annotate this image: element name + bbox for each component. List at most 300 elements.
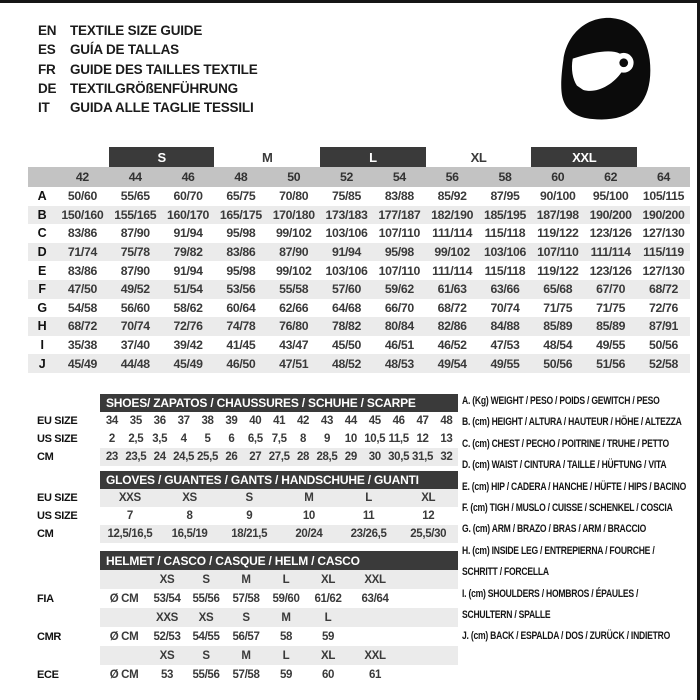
size-cell: 85/89 — [584, 317, 637, 336]
helmet-cell: 55/56 — [192, 592, 220, 605]
helmet-size-header: S — [226, 608, 266, 627]
shoes-row — [35, 430, 458, 448]
size-cell: 74/78 — [214, 317, 267, 336]
size-cell: 55/58 — [267, 280, 320, 299]
size-cell: 87/90 — [120, 263, 150, 278]
size-cell: 60/64 — [226, 300, 256, 315]
size-cell: 127/130 — [642, 226, 685, 241]
helmet-cell: 60 — [321, 668, 335, 681]
row-letter-label: E — [38, 263, 46, 278]
gloves-cell: 10 — [302, 510, 315, 522]
size-cell: 107/110 — [378, 226, 420, 241]
size-cell: 115/118 — [484, 263, 526, 278]
size-table-row — [28, 224, 690, 243]
language-code: DE — [38, 81, 57, 97]
gloves-row — [35, 489, 458, 507]
size-column-header: 58 — [479, 167, 532, 187]
size-cell: 45/49 — [56, 354, 109, 373]
gloves-cell: 11 — [362, 510, 375, 522]
row-letter-label: J — [28, 354, 56, 373]
size-cell: 35/38 — [67, 338, 97, 353]
size-cell: 71/75 — [543, 300, 573, 315]
size-cell: 70/74 — [490, 300, 520, 315]
language-code: EN — [38, 23, 57, 39]
size-group-header: M — [262, 149, 273, 165]
top-border-line — [0, 0, 700, 3]
helmet-title: HELMET / CASCO / CASQUE / HELM / CASCO — [100, 551, 458, 570]
size-cell: 49/54 — [426, 354, 479, 373]
size-cell: 115/118 — [484, 226, 526, 241]
size-cell: 43/47 — [279, 338, 309, 353]
size-cell: 103/106 — [325, 263, 368, 278]
size-cell: 91/94 — [320, 243, 373, 262]
size-cell: 170/180 — [267, 206, 320, 225]
empty-cell — [35, 646, 100, 665]
size-column-header: 54 — [373, 167, 426, 187]
shoes-cell: 6 — [228, 433, 235, 445]
shoes-row-label: US SIZE — [37, 433, 78, 445]
size-cell: 99/102 — [275, 263, 312, 278]
size-cell: 107/110 — [531, 243, 584, 262]
shoes-cell: 35 — [129, 415, 142, 427]
size-cell: 37/40 — [120, 338, 150, 353]
size-cell: 65/75 — [226, 189, 256, 204]
gloves-cell: M — [279, 489, 339, 507]
size-cell: 75/85 — [332, 189, 362, 204]
size-cell: 83/86 — [67, 263, 97, 278]
racing-helmet-icon — [553, 13, 657, 123]
size-cell: 91/94 — [173, 226, 203, 241]
size-cell: 71/75 — [596, 300, 626, 315]
size-cell: 187/198 — [531, 206, 584, 225]
shoes-cell: 8 — [300, 433, 307, 445]
shoes-cell: 4 — [180, 433, 187, 445]
gloves-cell: XS — [160, 489, 220, 507]
gloves-cell: 12 — [422, 510, 435, 522]
language-code: FR — [38, 61, 56, 77]
size-cell: 83/86 — [214, 243, 267, 262]
size-cell: 165/175 — [214, 206, 267, 225]
shoes-cell: 5 — [204, 433, 211, 445]
shoes-cell: 11,5 — [388, 433, 409, 445]
size-cell: 64/68 — [332, 300, 362, 315]
filler-cell — [400, 665, 458, 684]
size-cell: 85/92 — [437, 189, 467, 204]
size-cell: 75/78 — [109, 243, 162, 262]
helmet-cell: 55/56 — [192, 668, 220, 681]
row-letter-label: G — [37, 300, 47, 315]
gloves-row-label: CM — [37, 528, 54, 540]
size-column-header: 50 — [267, 167, 320, 187]
guide-title-it: GUIDA ALLE TAGLIE TESSILI — [70, 100, 254, 116]
corner-cell — [28, 147, 56, 167]
size-table-row — [28, 206, 690, 225]
helmet-size-header-row — [35, 608, 458, 627]
shoes-cell: 30,5 — [387, 448, 411, 466]
size-cell: 41/45 — [226, 338, 256, 353]
shoes-cell: 32 — [434, 448, 458, 466]
language-row — [38, 98, 258, 117]
shoes-cell: 28 — [291, 448, 315, 466]
empty-cell — [35, 608, 100, 627]
row-letter-label: F — [28, 280, 56, 299]
shoes-cell: 9 — [323, 433, 330, 445]
gloves-cell: 18/21,5 — [219, 525, 279, 543]
helmet-cell: 58 — [279, 630, 293, 643]
size-cell: 51/54 — [162, 280, 215, 299]
shoes-cell: 23 — [100, 448, 124, 466]
size-cell: 50/56 — [531, 354, 584, 373]
size-cell: 150/160 — [56, 206, 109, 225]
shoes-cell: 34 — [105, 415, 118, 427]
gloves-cell: 20/24 — [279, 525, 339, 543]
helmet-size-header: L — [266, 646, 306, 665]
shoes-row-label: EU SIZE — [37, 415, 78, 427]
size-cell: 95/100 — [592, 189, 629, 204]
helmet-size-header: M — [266, 608, 306, 627]
helmet-size-header: XXS — [148, 608, 186, 627]
size-group-header: XXL — [531, 147, 637, 167]
size-cell: 47/51 — [267, 354, 320, 373]
gloves-size-table — [35, 471, 458, 543]
shoes-cell: 44 — [344, 415, 357, 427]
helmet-size-header: XS — [148, 570, 186, 589]
helmet-cell: 54/55 — [192, 630, 220, 643]
size-cell: 111/114 — [432, 263, 473, 278]
helmet-value-row — [35, 665, 458, 684]
empty-cell — [100, 608, 148, 627]
row-letter-label: A — [37, 189, 47, 204]
helmet-size-header: XXL — [350, 646, 400, 665]
empty-cell — [35, 394, 100, 412]
language-code: ES — [38, 42, 56, 58]
helmet-size-header: L — [266, 570, 306, 589]
size-cell: 53/56 — [214, 280, 267, 299]
helmet-standard-label: FIA — [37, 592, 54, 605]
size-cell: 155/165 — [109, 206, 162, 225]
legend-item: I. (cm) SHOULDERS / HOMBROS / ÉPAULES / — [462, 587, 639, 600]
size-cell: 47/50 — [56, 280, 109, 299]
shoes-cell: 3,5 — [152, 433, 168, 445]
size-cell: 103/106 — [325, 226, 368, 241]
size-cell: 51/56 — [584, 354, 637, 373]
language-row — [38, 40, 258, 59]
shoes-cell: 38 — [201, 415, 214, 427]
legend-item: G. (cm) ARM / BRAZO / BRAS / ARM / BRACCIO — [462, 523, 647, 536]
guide-title-fr: GUIDE DES TAILLES TEXTILE — [70, 61, 258, 77]
size-table-row — [28, 299, 690, 318]
helmet-cell: 59 — [321, 630, 335, 643]
size-cell: 111/114 — [432, 226, 473, 241]
language-title-list — [38, 21, 258, 117]
empty-cell — [35, 551, 100, 570]
size-cell: 99/102 — [275, 226, 312, 241]
legend-item-continuation: SCHRITT / FORCELLA — [462, 566, 549, 579]
helmet-cell: 56/57 — [232, 630, 260, 643]
size-cell: 46/51 — [384, 338, 414, 353]
shoes-cell: 42 — [297, 415, 310, 427]
size-cell: 84/88 — [479, 317, 532, 336]
shoes-cell: 2 — [108, 433, 115, 445]
size-cell: 103/106 — [479, 243, 532, 262]
size-cell: 50/56 — [648, 338, 679, 353]
shoes-cell: 10,5 — [364, 433, 386, 445]
size-cell: 67/70 — [584, 280, 637, 299]
empty-cell — [100, 570, 148, 589]
shoes-cell: 43 — [320, 415, 333, 427]
size-cell: 59/62 — [373, 280, 426, 299]
gloves-cell: 16,5/19 — [160, 525, 220, 543]
helmet-size-table — [35, 551, 458, 684]
helmet-standard-label: ECE — [37, 668, 59, 681]
shoes-cell: 7,5 — [271, 433, 287, 445]
size-group-header: XL — [470, 149, 487, 165]
helmet-title-row — [35, 551, 458, 570]
size-table-row — [28, 261, 690, 280]
shoes-title-row — [35, 394, 458, 412]
shoes-cell: 48 — [440, 415, 453, 427]
size-cell: 60/70 — [173, 189, 203, 204]
size-cell: 49/52 — [109, 280, 162, 299]
size-cell: 79/82 — [162, 243, 215, 262]
size-column-header: 42 — [56, 167, 109, 187]
size-column-header: 52 — [320, 167, 373, 187]
size-cell: 119/122 — [537, 226, 579, 241]
gloves-cell: XL — [398, 489, 458, 507]
language-row — [38, 60, 258, 79]
shoes-cell: 28,5 — [315, 448, 339, 466]
legend-item: B. (cm) HEIGHT / ALTURA / HAUTEUR / HÖHE / ALTEZZA — [462, 416, 682, 429]
helmet-size-header: S — [186, 646, 226, 665]
helmet-value-row — [35, 589, 458, 608]
guide-title-en: TEXTILE SIZE GUIDE — [70, 23, 203, 39]
shoes-cell: 37 — [177, 415, 190, 427]
textile-size-table — [28, 147, 690, 373]
size-cell: 72/76 — [648, 300, 679, 315]
helmet-unit-label: Ø CM — [109, 592, 139, 605]
shoes-cell: 26 — [219, 448, 243, 466]
size-column-header-row — [28, 167, 690, 187]
gloves-cell: XXS — [100, 489, 160, 507]
size-cell: 46/50 — [214, 354, 267, 373]
size-table-row — [28, 336, 690, 355]
size-cell: 66/70 — [384, 300, 414, 315]
row-letter-label: C — [37, 226, 47, 241]
size-cell: 65/68 — [531, 280, 584, 299]
gloves-cell: 23/26,5 — [339, 525, 399, 543]
size-cell: 115/119 — [637, 243, 690, 262]
size-cell: 190/200 — [584, 206, 637, 225]
size-cell: 105/115 — [642, 189, 685, 204]
shoes-row — [35, 448, 458, 466]
size-cell: 83/88 — [384, 189, 414, 204]
size-cell: 78/82 — [320, 317, 373, 336]
legend-item-continuation: SCHULTERN / SPALLE — [462, 609, 551, 622]
shoes-cell: 30 — [363, 448, 387, 466]
row-letter-label: H — [28, 317, 56, 336]
shoes-cell: 12 — [416, 433, 429, 445]
size-cell: 48/54 — [543, 338, 573, 353]
size-cell: 68/72 — [437, 300, 467, 315]
language-row — [38, 21, 258, 40]
shoes-cell: 29 — [339, 448, 363, 466]
shoes-title: SHOES/ ZAPATOS / CHAUSSURES / SCHUHE / SCARPE — [100, 394, 458, 412]
shoes-cell: 40 — [249, 415, 262, 427]
size-cell: 57/60 — [320, 280, 373, 299]
shoes-cell: 23,5 — [124, 448, 148, 466]
size-cell: 85/89 — [531, 317, 584, 336]
size-cell: 127/130 — [642, 263, 685, 278]
size-group-header-row — [28, 147, 690, 167]
size-cell: 95/98 — [226, 226, 256, 241]
size-cell: 76/80 — [267, 317, 320, 336]
size-cell: 45/50 — [332, 338, 362, 353]
helmet-size-header: XS — [186, 608, 226, 627]
size-cell: 87/95 — [490, 189, 520, 204]
size-group-header — [637, 147, 690, 167]
gloves-cell: 8 — [186, 510, 193, 522]
size-cell: 55/65 — [120, 189, 150, 204]
gloves-cell: 12,5/16,5 — [100, 525, 160, 543]
helmet-cell: 53/54 — [153, 592, 181, 605]
language-row — [38, 79, 258, 98]
size-cell: 83/86 — [67, 226, 97, 241]
size-column-header: 60 — [531, 167, 584, 187]
size-column-header: 44 — [109, 167, 162, 187]
size-cell: 95/98 — [226, 263, 256, 278]
helmet-size-header: S — [186, 570, 226, 589]
size-column-header: 62 — [584, 167, 637, 187]
gloves-cell: S — [219, 489, 279, 507]
shoes-size-table — [35, 394, 458, 466]
legend-item: J. (cm) BACK / ESPALDA / DOS / ZURÜCK / INDIETRO — [462, 630, 671, 643]
shoes-cell: 45 — [368, 415, 381, 427]
corner-cell — [28, 167, 56, 187]
shoes-row — [35, 412, 458, 430]
size-column-header: 64 — [637, 167, 690, 187]
legend-item: F. (cm) TIGH / MUSLO / CUISSE / SCHENKEL / COSCIA — [462, 502, 673, 515]
size-cell: 48/53 — [373, 354, 426, 373]
size-cell: 123/126 — [589, 226, 632, 241]
size-table-row — [28, 354, 690, 373]
shoes-cell: 41 — [273, 415, 286, 427]
shoes-cell: 13 — [440, 433, 453, 445]
size-cell: 91/94 — [173, 263, 203, 278]
helmet-size-header-row — [35, 570, 458, 589]
size-cell: 87/90 — [120, 226, 150, 241]
size-group-header: S — [109, 147, 215, 167]
shoes-cell: 46 — [392, 415, 405, 427]
language-code: IT — [38, 100, 50, 116]
shoes-cell: 36 — [153, 415, 166, 427]
legend-item: E. (cm) HIP / CADERA / HANCHE / HÜFTE / HIPS / BACINO — [462, 480, 687, 493]
helmet-size-header — [350, 608, 400, 627]
gloves-title-row — [35, 471, 458, 489]
shoes-cell: 25,5 — [196, 448, 220, 466]
size-cell: 61/63 — [426, 280, 479, 299]
helmet-size-header: M — [226, 570, 266, 589]
size-column-header: 56 — [426, 167, 479, 187]
helmet-cell — [350, 627, 400, 646]
size-cell: 46/52 — [437, 338, 467, 353]
size-cell: 63/66 — [479, 280, 532, 299]
helmet-size-header: L — [306, 608, 350, 627]
size-column-header: 48 — [214, 167, 267, 187]
shoes-cell: 6,5 — [247, 433, 263, 445]
size-cell: 58/62 — [173, 300, 203, 315]
row-letter-label: I — [40, 338, 44, 353]
filler-cell — [400, 608, 458, 627]
legend-item: C. (cm) CHEST / PECHO / POITRINE / TRUHE / PETTO — [462, 437, 669, 450]
gloves-row — [35, 525, 458, 543]
helmet-size-header: XS — [148, 646, 186, 665]
size-cell: 185/195 — [479, 206, 532, 225]
shoes-cell: 31,5 — [411, 448, 435, 466]
size-cell: 62/66 — [279, 300, 309, 315]
size-cell: 70/74 — [109, 317, 162, 336]
helmet-cell: 57/58 — [232, 592, 260, 605]
gloves-cell: 7 — [126, 510, 133, 522]
row-letter-label: B — [28, 206, 56, 225]
helmet-cell: 59/60 — [272, 592, 300, 605]
size-cell: 68/72 — [637, 280, 690, 299]
size-group-header: L — [320, 147, 426, 167]
empty-cell — [100, 646, 148, 665]
size-cell: 54/58 — [67, 300, 97, 315]
size-cell: 44/48 — [109, 354, 162, 373]
helmet-size-header: M — [226, 646, 266, 665]
size-cell: 49/55 — [596, 338, 626, 353]
size-cell: 70/80 — [279, 189, 309, 204]
helmet-unit-label: Ø CM — [109, 630, 139, 643]
helmet-cell: 53 — [160, 668, 174, 681]
helmet-cell: 59 — [279, 668, 293, 681]
shoes-cell: 2,5 — [128, 433, 144, 445]
size-cell: 123/126 — [589, 263, 632, 278]
size-cell: 49/55 — [479, 354, 532, 373]
size-cell: 177/187 — [373, 206, 426, 225]
helmet-cell: 57/58 — [232, 668, 260, 681]
size-cell: 173/183 — [320, 206, 373, 225]
size-cell: 87/90 — [267, 243, 320, 262]
gloves-cell: 9 — [246, 510, 253, 522]
filler-cell — [400, 646, 458, 665]
size-table-row — [28, 187, 690, 206]
size-table-row — [28, 243, 690, 262]
gloves-title: GLOVES / GUANTES / GANTS / HANDSCHUHE / GUANTI — [100, 471, 458, 489]
measurement-legend — [462, 391, 700, 648]
empty-cell — [35, 471, 100, 489]
shoes-cell: 27 — [243, 448, 267, 466]
size-cell: 52/58 — [637, 354, 690, 373]
helmet-size-header-row — [35, 646, 458, 665]
helmet-size-header: XXL — [350, 570, 400, 589]
gloves-cell: L — [339, 489, 399, 507]
shoes-cell: 39 — [225, 415, 238, 427]
shoes-row-label: CM — [37, 451, 54, 463]
size-cell: 90/100 — [540, 189, 576, 204]
gloves-cell: 25,5/30 — [398, 525, 458, 543]
shoes-cell: 47 — [416, 415, 429, 427]
filler-cell — [400, 570, 458, 589]
size-cell: 160/170 — [162, 206, 215, 225]
size-column-header: 46 — [162, 167, 215, 187]
helmet-cell: 52/53 — [153, 630, 181, 643]
size-cell: 99/102 — [426, 243, 479, 262]
legend-item: A. (Kg) WEIGHT / PESO / POIDS / GEWITCH / PESO — [462, 395, 660, 407]
size-cell: 111/114 — [584, 243, 637, 262]
guide-title-de: TEXTILGRÖßENFÜHRUNG — [70, 81, 238, 97]
